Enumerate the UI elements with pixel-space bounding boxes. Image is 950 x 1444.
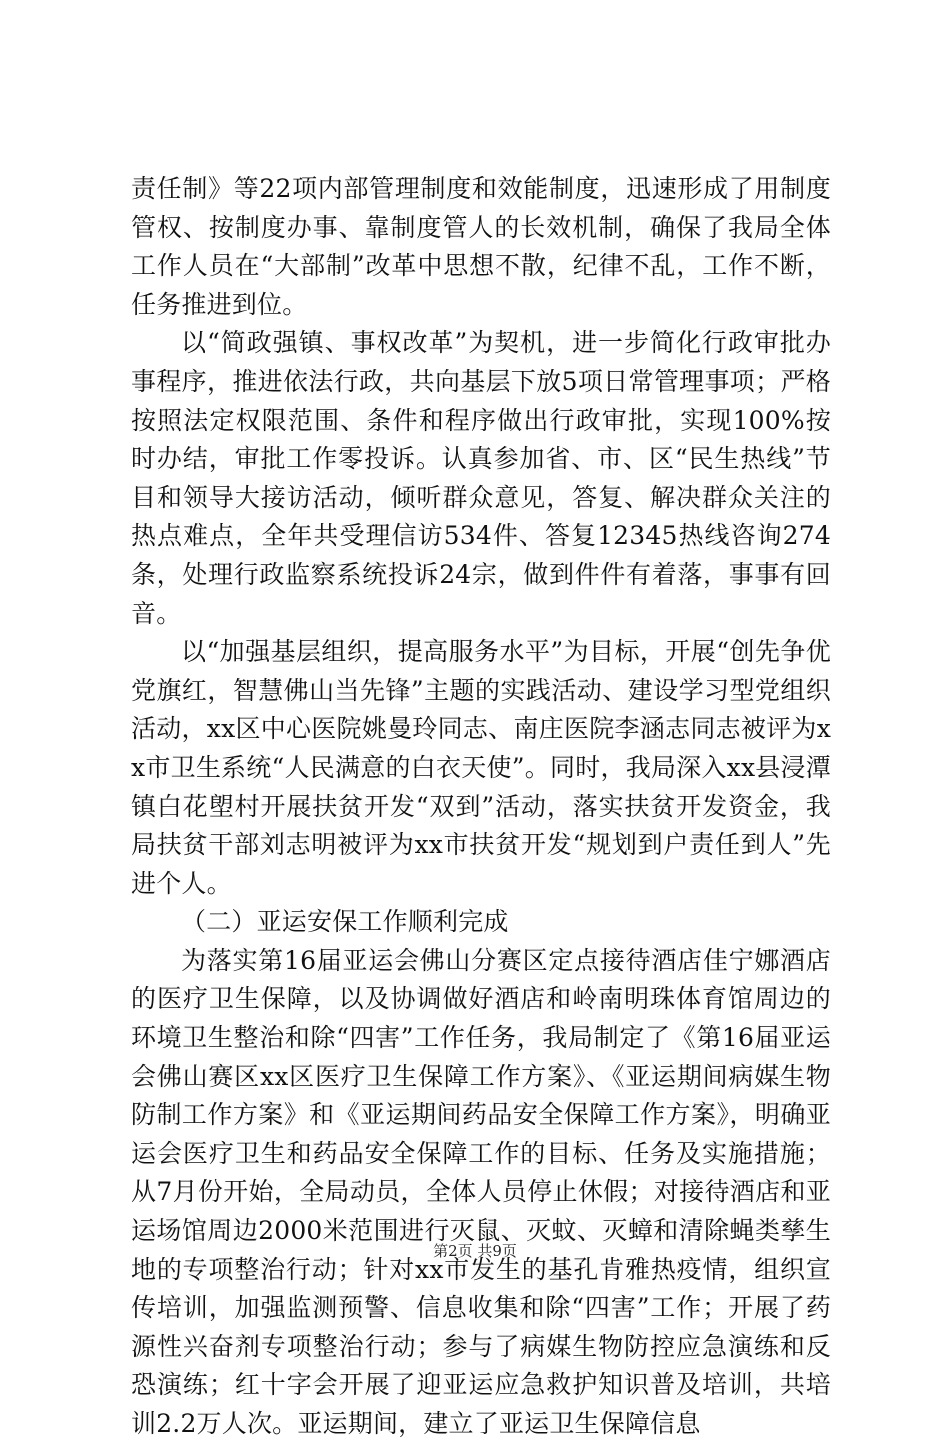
paragraph-continuation: 责任制》等22项内部管理制度和效能制度，迅速形成了用制度管权、按制度办事、靠制度管人的长效机制，确保了我局全体工作人员在“大部制”改革中思想不散，纪律不乱，工作不断，任务推进到位。: [131, 174, 831, 319]
paragraph-administrative-reform: 以“简政强镇、事权改革”为契机，进一步简化行政审批办事程序，推进依法行政，共向基层下放5项日常管理事项；严格按照法定权限范围、条件和程序做出行政审批，实现100%按时办结，审批工作零投诉。认真参加省、市、区“民生热线”节目和领导大接访活动，倾听群众意见，答复、解决群众关注的热点难点，全年共受理信访534件、答复12345热线咨询274条，处理行政监察系统投诉24宗，做到件件有着落，事事有回音。: [131, 328, 831, 628]
section-heading-asian-games-security: （二）亚运安保工作顺利完成: [181, 907, 509, 937]
paragraph-grassroots-organization: 以“加强基层组织，提高服务水平”为目标，开展“创先争优党旗红，智慧佛山当先锋”主题的实践活动、建设学习型党组织活动，xx区中心医院姚曼玲同志、南庄医院李涵志同志被评为xx市卫生系统“人民满意的白衣天使”。同时，我局深入xx县浸潭镇白花塱村开展扶贫开发“双到”活动，落实扶贫开发资金，我局扶贫干部刘志明被评为xx市扶贫开发“规划到户责任到人”先进个人。: [131, 637, 831, 898]
paragraph-asian-games-medical-support: 为落实第16届亚运会佛山分赛区定点接待酒店佳宁娜酒店的医疗卫生保障，以及协调做好酒店和岭南明珠体育馆周边的环境卫生整治和除“四害”工作任务，我局制定了《第16届亚运会佛山赛区xx区医疗卫生保障工作方案》、《亚运期间病媒生物防制工作方案》和《亚运期间药品安全保障工作方案》，明确亚运会医疗卫生和药品安全保障工作的目标、任务及实施措施；从7月份开始，全局动员，全体人员停止休假；对接待酒店和亚运场馆周边2000米范围进行灭鼠、灭蚊、灭蟑和清除蝇类孳生地的专项整治行动；针对xx市发生的基孔肯雅热疫情，组织宣传培训，加强监测预警、信息收集和除“四害”工作；开展了药源性兴奋剂专项整治行动；参与了病媒生物防控应急演练和反恐演练；红十字会开展了迎亚运应急救护知识普及培训，共培训2.2万人次。亚运期间，建立了亚运卫生保障信息: [131, 945, 831, 1438]
page-number-footer: 第2页 共9页: [433, 1242, 517, 1260]
